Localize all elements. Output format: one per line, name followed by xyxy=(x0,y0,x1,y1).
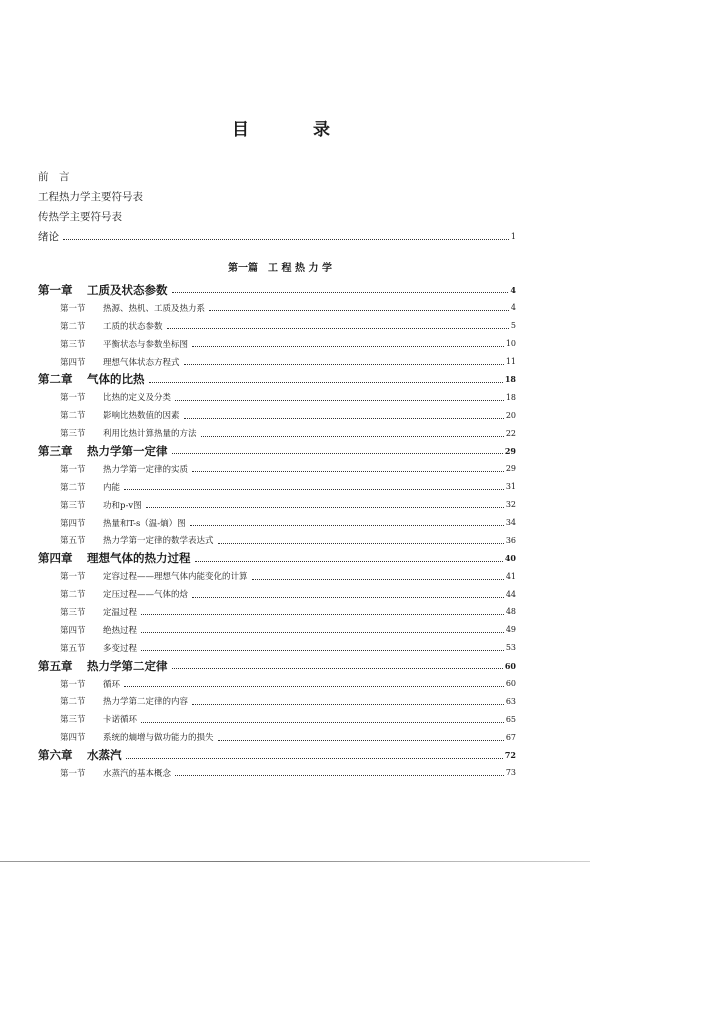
dot-leader xyxy=(141,722,504,723)
section-title: 热源、热机、工质及热力系 xyxy=(103,303,206,314)
toc-chapter xyxy=(38,549,516,567)
section-title: 卡诺循环 xyxy=(103,715,138,726)
toc-list xyxy=(38,281,516,782)
section-title: 水蒸汽的基本概念 xyxy=(103,768,172,779)
toc-section xyxy=(38,388,516,406)
dot-leader xyxy=(167,328,509,329)
chapter-number: 第六章 xyxy=(38,748,73,763)
page-number: 29 xyxy=(504,445,516,456)
toc-section xyxy=(38,603,516,621)
scan-artifact-line xyxy=(0,861,590,862)
page-number: 49 xyxy=(505,625,516,635)
section-title: 定压过程——气体的焓 xyxy=(103,590,189,601)
section-number: 第五节 xyxy=(60,536,86,547)
toc-section xyxy=(38,567,516,585)
chapter-number: 第四章 xyxy=(38,551,73,566)
dot-leader xyxy=(218,543,504,544)
page-number: 18 xyxy=(504,374,516,385)
page-number: 44 xyxy=(505,589,516,599)
chapter-number: 第三章 xyxy=(38,443,73,458)
section-title: 内能 xyxy=(103,482,121,493)
front-matter-item xyxy=(38,206,516,226)
page-number: 11 xyxy=(505,357,516,366)
section-number: 第四节 xyxy=(60,625,86,636)
section-number: 第二节 xyxy=(60,411,86,422)
toc-section xyxy=(38,728,516,746)
section-title: 系统的熵增与做功能力的损失 xyxy=(103,733,214,744)
toc-section xyxy=(38,353,516,371)
page-number: 29 xyxy=(505,464,516,474)
toc-section xyxy=(38,317,516,335)
dot-leader xyxy=(172,453,503,454)
section-number: 第二节 xyxy=(60,590,86,601)
toc-section xyxy=(38,514,516,532)
chapter-title: 水蒸汽 xyxy=(87,748,122,763)
page-number: 32 xyxy=(505,500,516,510)
section-number: 第三节 xyxy=(60,429,86,440)
section-number: 第三节 xyxy=(60,607,86,618)
dot-leader xyxy=(63,239,509,240)
section-number: 第二节 xyxy=(60,482,86,493)
dot-leader xyxy=(124,489,504,490)
page-number: 18 xyxy=(505,392,516,402)
chapter-title: 热力学第二定律 xyxy=(87,658,168,673)
section-title: 比热的定义及分类 xyxy=(103,393,172,404)
chapter-title: 工质及状态参数 xyxy=(87,282,168,297)
toc-chapter xyxy=(38,281,516,299)
page-number: 65 xyxy=(505,714,516,724)
section-number: 第三节 xyxy=(60,500,86,511)
toc-section xyxy=(38,692,516,710)
chapter-number: 第二章 xyxy=(38,372,73,387)
section-title: 热量和T-s（温-熵）图 xyxy=(103,518,186,529)
section-title: 定温过程 xyxy=(103,607,138,618)
dot-leader xyxy=(175,775,504,776)
section-title: 热力学第二定律的内容 xyxy=(103,697,189,708)
toc-section xyxy=(38,335,516,353)
dot-leader xyxy=(252,579,504,580)
toc-chapter xyxy=(38,370,516,388)
dot-leader xyxy=(192,704,504,705)
toc-chapter xyxy=(38,746,516,764)
page-number: 67 xyxy=(505,732,516,742)
page-number: 1 xyxy=(510,231,516,241)
chapter-number: 第一章 xyxy=(38,282,73,297)
page-number: 36 xyxy=(505,535,516,545)
page-number: 22 xyxy=(505,428,516,438)
toc-section xyxy=(38,531,516,549)
page-number: 53 xyxy=(505,643,516,653)
front-matter-label: 工程热力学主要符号表 xyxy=(38,190,143,203)
section-number: 第一节 xyxy=(60,679,86,690)
section-title: 平衡状态与参数坐标图 xyxy=(103,339,189,350)
toc-section xyxy=(38,710,516,728)
dot-leader xyxy=(175,400,504,401)
toc-section xyxy=(38,406,516,424)
front-matter-item xyxy=(38,186,516,206)
toc-section xyxy=(38,621,516,639)
dot-leader xyxy=(184,418,504,419)
dot-leader xyxy=(201,436,504,437)
section-title: 热力学第一定律的实质 xyxy=(103,464,189,475)
section-number: 第四节 xyxy=(60,518,86,529)
dot-leader xyxy=(190,525,504,526)
section-title: 影响比热数值的因素 xyxy=(103,411,180,422)
dot-leader xyxy=(218,740,504,741)
dot-leader xyxy=(192,597,504,598)
dot-leader xyxy=(172,668,503,669)
toc-section xyxy=(38,639,516,657)
section-title: 定容过程——理想气体内能变化的计算 xyxy=(103,572,248,583)
dot-leader xyxy=(184,364,504,365)
page-number: 4 xyxy=(510,303,516,313)
page-title: 目 录 xyxy=(232,120,340,140)
section-title: 理想气体状态方程式 xyxy=(103,357,180,368)
toc-section xyxy=(38,585,516,603)
chapter-title: 热力学第一定律 xyxy=(87,443,168,458)
dot-leader xyxy=(146,507,504,508)
dot-leader xyxy=(172,292,509,293)
toc-section xyxy=(38,478,516,496)
front-matter-list xyxy=(38,166,516,246)
section-title: 多变过程 xyxy=(103,643,138,654)
section-number: 第三节 xyxy=(60,715,86,726)
page-number: 10 xyxy=(505,339,516,349)
dot-leader xyxy=(141,614,504,615)
dot-leader xyxy=(141,632,504,633)
chapter-title: 理想气体的热力过程 xyxy=(87,551,191,566)
chapter-title: 气体的比热 xyxy=(87,372,145,387)
toc-section xyxy=(38,299,516,317)
dot-leader xyxy=(192,346,504,347)
front-matter-item xyxy=(38,166,516,186)
toc-section xyxy=(38,460,516,478)
toc-section xyxy=(38,764,516,782)
page-number: 60 xyxy=(505,679,516,689)
dot-leader xyxy=(209,310,509,311)
chapter-number: 第五章 xyxy=(38,658,73,673)
dot-leader xyxy=(149,382,503,383)
page-number: 20 xyxy=(505,410,516,420)
page-number: 60 xyxy=(504,660,516,671)
section-number: 第一节 xyxy=(60,572,86,583)
dot-leader xyxy=(195,561,503,562)
section-title: 利用比热计算热量的方法 xyxy=(103,429,197,440)
page-number: 40 xyxy=(504,553,516,564)
section-number: 第四节 xyxy=(60,733,86,744)
part-heading: 第一篇 工 程 热 力 学 xyxy=(228,263,332,274)
section-number: 第四节 xyxy=(60,357,86,368)
page-number: 41 xyxy=(505,571,516,581)
toc-chapter xyxy=(38,442,516,460)
section-number: 第一节 xyxy=(60,464,86,475)
section-number: 第三节 xyxy=(60,339,86,350)
front-matter-label: 传热学主要符号表 xyxy=(38,210,122,223)
section-title: 循环 xyxy=(103,679,121,690)
section-number: 第一节 xyxy=(60,768,86,779)
dot-leader xyxy=(192,471,504,472)
dot-leader xyxy=(141,650,504,651)
section-number: 第二节 xyxy=(60,321,86,332)
section-number: 第五节 xyxy=(60,643,86,654)
page-number: 31 xyxy=(505,482,516,492)
toc-section xyxy=(38,496,516,514)
section-title: 绝热过程 xyxy=(103,625,138,636)
toc-section xyxy=(38,424,516,442)
toc-chapter xyxy=(38,657,516,675)
dot-leader xyxy=(126,758,503,759)
page-number: 48 xyxy=(505,607,516,617)
page-number: 72 xyxy=(504,750,516,761)
front-matter-item xyxy=(38,226,516,246)
page-number: 5 xyxy=(510,321,516,331)
section-number: 第二节 xyxy=(60,697,86,708)
page-number: 73 xyxy=(505,768,516,778)
page-number: 34 xyxy=(505,518,516,528)
dot-leader xyxy=(124,686,504,687)
section-number: 第一节 xyxy=(60,303,86,314)
section-number: 第一节 xyxy=(60,393,86,404)
section-title: 热力学第一定律的数学表达式 xyxy=(103,536,214,547)
page-number: 63 xyxy=(505,696,516,706)
toc-section xyxy=(38,675,516,693)
front-matter-label: 前 言 xyxy=(38,170,70,183)
section-title: 工质的状态参数 xyxy=(103,321,163,332)
page-number: 4 xyxy=(510,284,516,295)
front-matter-label: 绪论 xyxy=(38,230,59,243)
section-title: 功和p-v图 xyxy=(103,500,142,511)
